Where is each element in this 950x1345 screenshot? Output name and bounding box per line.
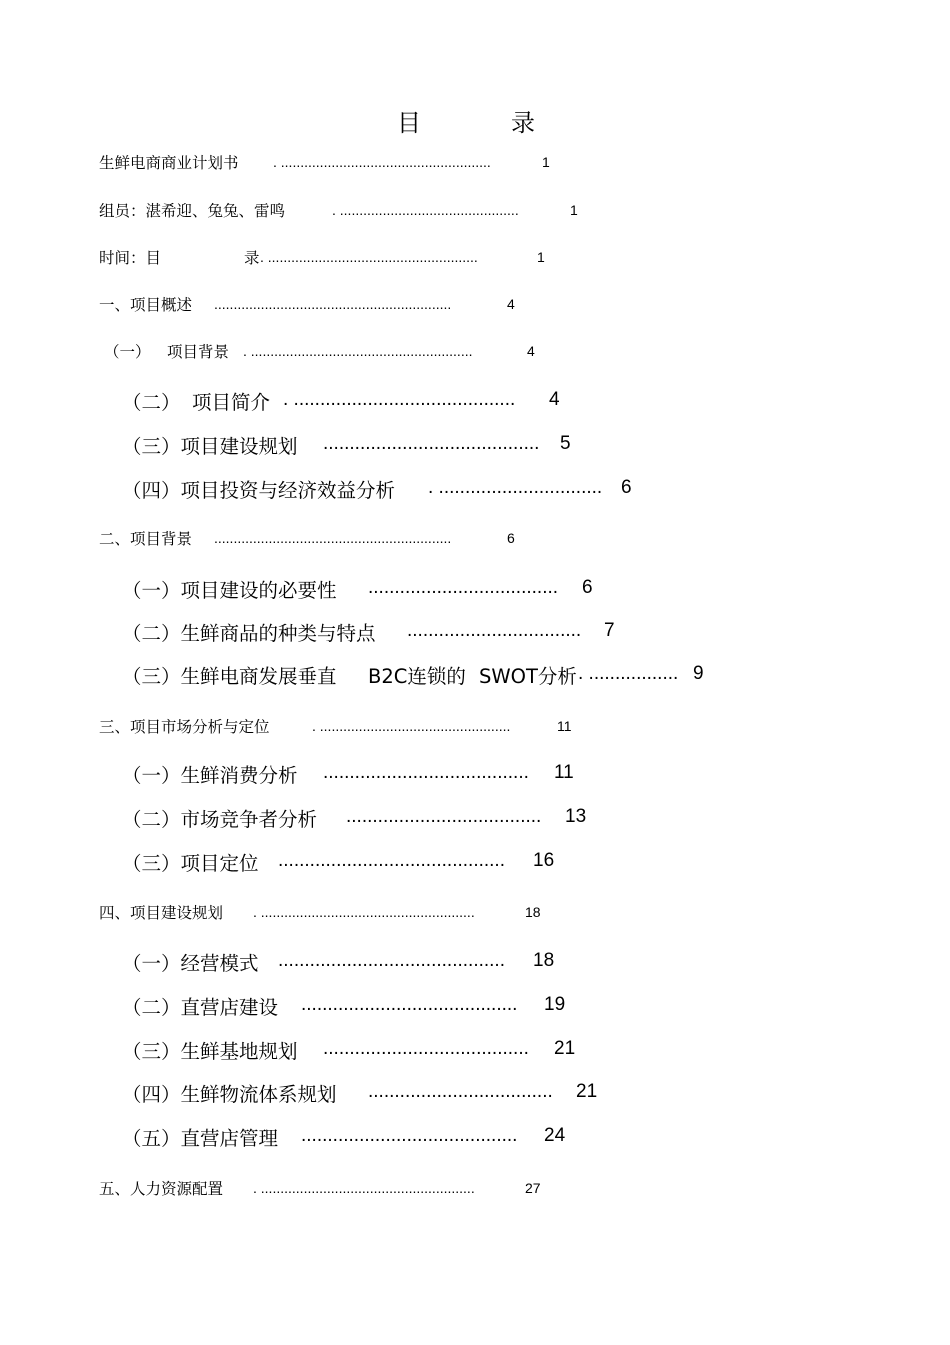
toc-entry[interactable] [99,246,559,270]
toc-entry-text: 一、项目概述 [99,296,193,314]
toc-entry-dots: . ....................................................... [253,1180,475,1196]
toc-entry-dots: ................................... [368,1081,553,1102]
toc-entry-dots: ............................................................. [214,296,452,312]
toc-entry-text: 生鲜电商商业计划书 [99,154,239,172]
toc-entry-text: 二、项目背景 [99,530,193,548]
toc-entry-page: 24 [544,1125,566,1146]
toc-entry-dots: ........................................... [278,850,505,871]
toc-entry-dots: . ...................................................... [273,154,491,170]
toc-entry-page: 21 [554,1038,576,1059]
toc-entry-dots: . .............................................. [332,202,519,218]
toc-entry[interactable] [99,293,529,317]
toc-entry-text-3: SWOT分析 [479,665,577,688]
toc-entry[interactable] [122,992,592,1020]
toc-entry-dots: ............................................................. [214,530,452,546]
toc-entry-dots: ................................. [407,620,582,641]
toc-entry[interactable] [122,760,592,788]
toc-entry-text: （三）项目定位 [122,852,259,875]
toc-entry-page: 11 [557,718,572,734]
toc-entry-text: （一）生鲜消费分析 [122,764,298,787]
toc-entry-dots: ....................................... [323,1038,529,1059]
toc-entry-dots: . ............................... [428,477,603,498]
toc-entry-page: 27 [525,1180,541,1196]
toc-entry-dots: . ....................................................... [253,904,475,920]
toc-entry-text: （三）生鲜电商发展垂直 [122,665,337,688]
toc-entry-text: 三、项目市场分析与定位 [99,718,270,736]
toc-entry-page: 9 [693,663,704,684]
toc-entry-page: 11 [554,762,574,783]
toc-entry-dots: . ...................................................... [260,249,478,265]
toc-title-char-2: 录 [511,109,535,137]
toc-entry[interactable] [122,848,582,876]
toc-entry-text: （二） [122,391,181,414]
toc-entry-text: （一） [104,343,151,361]
toc-entry-text-2: 项目简介 [192,391,271,414]
toc-entry-dots: ......................................... [301,1125,518,1146]
toc-entry-text: （一）经营模式 [122,952,259,975]
toc-entry[interactable] [122,431,582,459]
toc-entry-page: 6 [582,577,593,598]
toc-entry-page: 13 [565,806,587,827]
toc-entry-text: （二）生鲜商品的种类与特点 [122,622,376,645]
toc-entry-page: 4 [549,389,560,410]
toc-entry-page: 6 [621,477,632,498]
toc-entry-dots: ..................................... [346,806,542,827]
toc-entry-dots: ......................................... [323,433,540,454]
toc-entry-text-2: 项目背景 [167,343,230,361]
toc-entry[interactable] [99,527,529,551]
toc-entry-text: 组员：湛希迎、兔兔、雷鸣 [99,202,286,220]
toc-entry-dots: . ................................................. [312,718,511,734]
toc-entry-page: 1 [570,202,578,218]
toc-entry-page: 16 [533,850,555,871]
toc-entry-page: 19 [544,994,566,1015]
toc-entry-dots: ........................................... [278,950,505,971]
toc-entry-page: 6 [507,530,515,546]
toc-entry[interactable] [122,948,582,976]
toc-entry-text: （二）直营店建设 [122,996,279,1019]
toc-entry[interactable] [99,199,589,223]
toc-entry-text: （四）项目投资与经济效益分析 [122,479,396,502]
toc-entry[interactable] [104,340,544,364]
toc-entry-text: 时间：目 [99,249,162,267]
toc-entry-text: （三）生鲜基地规划 [122,1040,298,1063]
toc-entry[interactable] [99,715,589,739]
toc-entry-text-2: 录 [244,249,260,267]
toc-entry-dots: . .......................................... [283,389,516,410]
toc-entry[interactable] [122,575,602,603]
toc-entry[interactable] [99,1177,569,1201]
toc-entry-dots: . ......................................................... [243,343,473,359]
toc-entry-page: 18 [533,950,555,971]
toc-entry[interactable] [122,1036,592,1064]
toc-entry-dots: ......................................... [301,994,518,1015]
toc-entry-page: 1 [542,154,550,170]
toc-entry-page: 7 [604,620,615,641]
toc-entry-text: （四）生鲜物流体系规划 [122,1083,337,1106]
toc-entry-page: 4 [507,296,515,312]
toc-entry-text: （五）直营店管理 [122,1127,279,1150]
toc-entry[interactable] [122,618,622,646]
toc-entry-page: 1 [537,249,545,265]
toc-entry-page: 5 [560,433,571,454]
toc-entry-text: （二）市场竞争者分析 [122,808,318,831]
toc-entry[interactable] [122,661,712,689]
toc-entry-dots: . ................. [578,663,679,684]
toc-title-char-1: 目 [397,109,421,137]
toc-entry-text: （一）项目建设的必要性 [122,579,337,602]
toc-entry[interactable] [122,1079,612,1107]
toc-entry[interactable] [99,151,559,175]
toc-entry-text: 四、项目建设规划 [99,904,224,922]
toc-entry[interactable] [122,475,642,503]
toc-entry[interactable] [122,1123,592,1151]
toc-entry-text: 五、人力资源配置 [99,1180,224,1198]
toc-entry-dots: .................................... [368,577,559,598]
toc-entry-page: 18 [525,904,541,920]
toc-entry[interactable] [122,804,602,832]
toc-entry[interactable] [122,387,572,415]
toc-entry-page: 4 [527,343,535,359]
toc-entry-text-2: B2C连锁的 [368,665,466,688]
toc-entry-dots: ....................................... [323,762,529,783]
toc-entry-text: （三）项目建设规划 [122,435,298,458]
toc-entry-page: 21 [576,1081,598,1102]
toc-entry[interactable] [99,901,569,925]
